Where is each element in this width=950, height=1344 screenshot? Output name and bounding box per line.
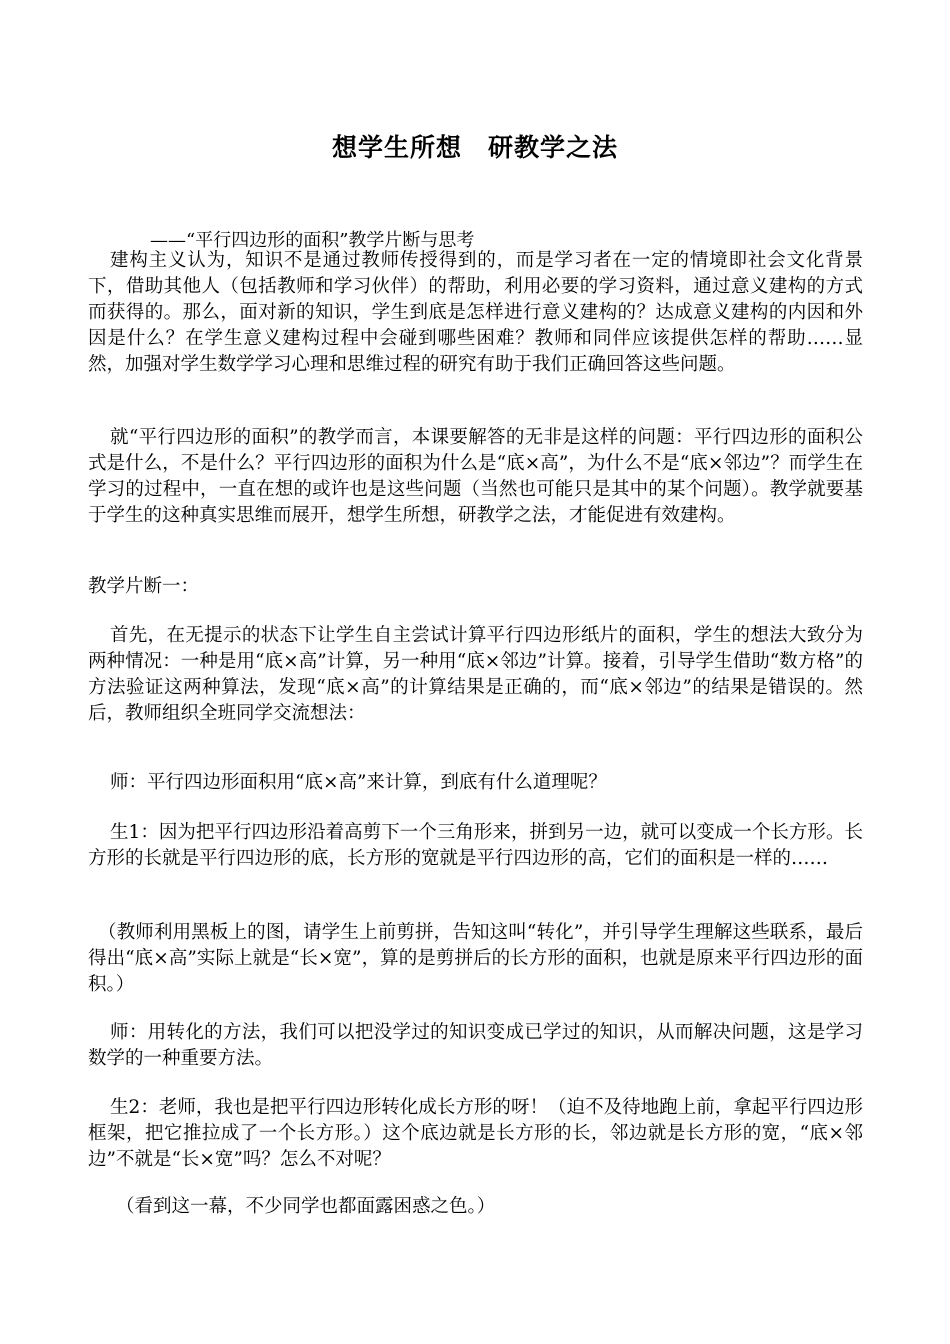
paragraph-8: 师：用转化的方法，我们可以把没学过的知识变成已学过的知识，从而解决问题，这是学习数学的一种重要方法。 <box>88 1022 863 1069</box>
paragraph-1: 建构主义认为，知识不是通过教师传授得到的，而是学习者在一定的情境即社会文化背景下，借助其他人（包括教师和学习伙伴）的帮助，利用必要的学习资料，通过意义建构的方式而获得的。那么，面对新的知识，学生到底是怎样进行意义建构的？达成意义建构的内因和外因是什么？在学生意义建构过程中会碰到哪些困难？教师和同伴应该提供怎样的帮助……显然，加强对学生数学学习心理和思维过程的研究有助于我们正确回答这些问题。 <box>88 250 863 375</box>
document-title: 想学生所想 研教学之法 <box>331 133 618 162</box>
paragraph-10: （看到这一幕，不少同学也都面露困惑之色。） <box>116 1196 496 1217</box>
paragraph-7: （教师利用黑板上的图，请学生上前剪拼，告知这叫“转化”，并引导学生理解这些联系，最后得出“底×高”实际上就是“长×宽”，算的是剪拼后的长方形的面积，也就是原来平行四边形的面积。） <box>88 922 863 995</box>
paragraph-4: 首先，在无提示的状态下让学生自主尝试计算平行四边形纸片的面积，学生的想法大致分为两种情况：一种是用“底×高”计算，另一种用“底×邻边”计算。接着，引导学生借助“数方格”的方法验证这两种算法，发现“底×高”的计算结果是正确的，而“底×邻边”的结果是错误的。然后，教师组织全班同学交流想法： <box>88 625 863 724</box>
paragraph-9: 生2：老师，我也是把平行四边形转化成长方形的呀！（迫不及待地跑上前，拿起平行四边形框架，把它推拉成了一个长方形。）这个底边就是长方形的长，邻边就是长方形的宽，“底×邻边”不就是“长×宽”吗？怎么不对呢？ <box>88 1097 863 1170</box>
paragraph-6: 生1：因为把平行四边形沿着高剪下一个三角形来，拼到另一边，就可以变成一个长方形。长方形的长就是平行四边形的底，长方形的宽就是平行四边形的高，它们的面积是一样的…… <box>88 822 863 869</box>
paragraph-3: 教学片断一： <box>88 576 200 597</box>
paragraph-2: 就“平行四边形的面积”的教学而言，本课要解答的无非是这样的问题：平行四边形的面积公式是什么，不是什么？平行四边形的面积为什么是“底×高”，为什么不是“底×邻边”？而学生在学习的过程中，一直在想的或许也是这些问题（当然也可能只是其中的某个问题）。教学就要基于学生的这种真实思维而展开，想学生所想，研教学之法，才能促进有效建构。 <box>88 427 863 526</box>
document-subtitle: ——“平行四边形的面积”教学片断与思考 <box>150 230 475 251</box>
paragraph-5: 师：平行四边形面积用“底×高”来计算，到底有什么道理呢？ <box>110 772 607 793</box>
